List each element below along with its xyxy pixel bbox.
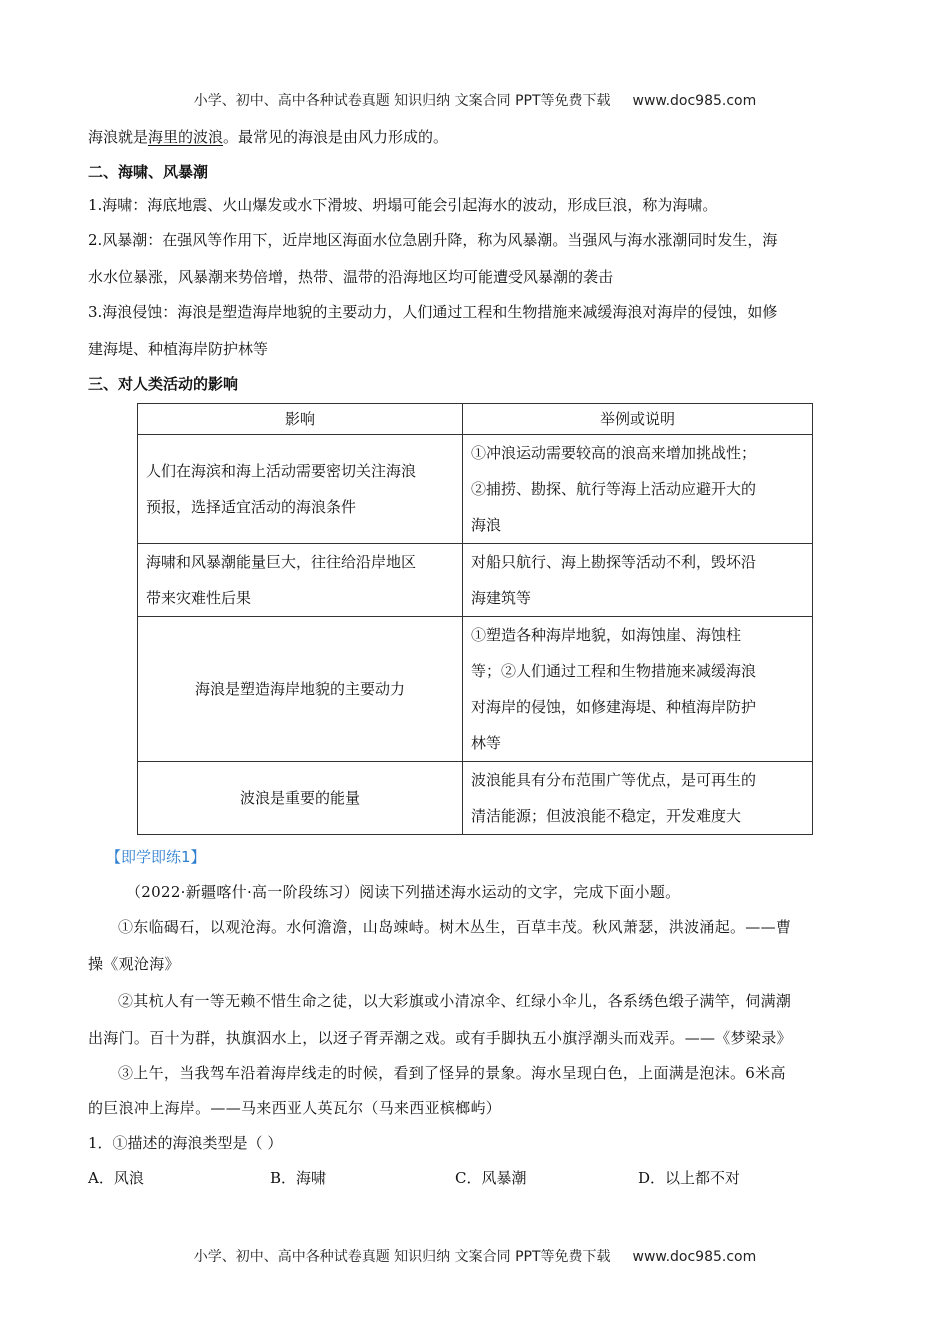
intro-underlined: 海里的波浪	[148, 128, 224, 146]
table-cell-example	[463, 435, 813, 544]
page-footer	[0, 1246, 950, 1266]
cell-line: 海啸和风暴潮能量巨大，往往给沿岸地区	[146, 553, 417, 571]
question-1: 1．①描述的海浪类型是（ ）	[88, 1134, 283, 1152]
practice-para3-line2: 的巨浪冲上海岸。——马来西亚人英瓦尔（马来西亚槟榔屿）	[88, 1099, 502, 1117]
cell-line: 海建筑等	[471, 589, 532, 607]
cell-line: 林等	[471, 734, 502, 752]
cell-line: 清洁能源；但波浪能不稳定，开发难度大	[471, 807, 742, 825]
table-header-impact: 影响	[138, 404, 463, 435]
cell-line: ②捕捞、勘探、航行等海上活动应避开大的	[471, 480, 757, 498]
header-text: 小学、初中、高中各种试卷真题 知识归纳 文案合同 PPT等免费下载	[193, 93, 611, 109]
section3-title: 三、对人类活动的影响	[88, 375, 239, 393]
cell-line: ①冲浪运动需要较高的浪高来增加挑战性；	[471, 444, 757, 462]
table-cell-impact	[138, 762, 463, 835]
cell-line: 人们在海滨和海上活动需要密切关注海浪	[146, 462, 417, 480]
cell-line: 带来灾难性后果	[146, 589, 252, 607]
section2-p2-line2: 水水位暴涨，风暴潮来势倍增，热带、温带的沿海地区均可能遭受风暴潮的袭击	[88, 268, 614, 286]
impact-table	[137, 403, 813, 835]
option-b[interactable]: B．海啸	[270, 1169, 327, 1187]
section2-p2-line1: 2.风暴潮：在强风等作用下，近岸地区海面水位急剧升降，称为风暴潮。当强风与海水涨潮同时发生，海	[88, 231, 778, 249]
practice-source: （2022·新疆喀什·高一阶段练习）阅读下列描述海水运动的文字，完成下面小题。	[126, 883, 681, 901]
table-row	[138, 762, 813, 835]
option-d[interactable]: D．以上都不对	[638, 1169, 741, 1187]
table-row	[138, 617, 813, 762]
header-url[interactable]: www.doc985.com	[632, 93, 757, 109]
table-row	[138, 544, 813, 617]
intro-paragraph	[88, 126, 868, 148]
cell-line: ①塑造各种海岸地貌，如海蚀崖、海蚀柱	[471, 626, 742, 644]
option-a[interactable]: A．风浪	[88, 1169, 144, 1187]
cell-line: 波浪能具有分布范围广等优点，是可再生的	[471, 771, 757, 789]
table-header-row	[138, 404, 813, 435]
table-cell-impact	[138, 544, 463, 617]
table-cell-impact	[138, 435, 463, 544]
practice-para2-line1: ②其杭人有一等无赖不惜生命之徒，以大彩旗或小清凉伞、红绿小伞儿，各系绣色缎子满竿，伺满潮	[118, 992, 792, 1010]
option-c[interactable]: C．风暴潮	[455, 1169, 527, 1187]
intro-prefix: 海浪就是	[88, 128, 149, 146]
cell-line: 海浪是塑造海岸地貌的主要动力	[194, 680, 405, 698]
cell-line: 海浪	[471, 516, 502, 534]
practice-para3-line1: ③上午，当我驾车沿着海岸线走的时候，看到了怪异的景象。海水呈现白色，上面满是泡沫。6米高	[118, 1064, 786, 1082]
table-cell-example	[463, 762, 813, 835]
cell-line: 对船只航行、海上勘探等活动不利，毁坏沿	[471, 553, 757, 571]
cell-line: 波浪是重要的能量	[239, 789, 360, 807]
section2-p3-line1: 3.海浪侵蚀：海浪是塑造海岸地貌的主要动力，人们通过工程和生物措施来减缓海浪对海岸的侵蚀，如修	[88, 303, 778, 321]
section2-p3-line2: 建海堤、种植海岸防护林等	[88, 340, 269, 358]
cell-line: 对海岸的侵蚀，如修建海堤、种植海岸防护	[471, 698, 757, 716]
practice-para1-line1: ①东临碣石，以观沧海。水何澹澹，山岛竦峙。树木丛生，百草丰茂。秋风萧瑟，洪波涌起。——曹	[118, 918, 792, 936]
table-header-example: 举例或说明	[463, 404, 813, 435]
practice-para2-line2: 出海门。百十为群，执旗泅水上，以迓子胥弄潮之戏。或有手脚执五小旗浮潮头而戏弄。——《梦梁录》	[88, 1029, 792, 1047]
footer-url[interactable]: www.doc985.com	[632, 1249, 757, 1265]
intro-suffix: 。最常见的海浪是由风力形成的。	[223, 128, 449, 146]
practice-para1-line2: 操《观沧海》	[88, 955, 180, 973]
table-row	[138, 435, 813, 544]
section2-p1: 1.海啸：海底地震、火山爆发或水下滑坡、坍塌可能会引起海水的波动，形成巨浪，称为海啸。	[88, 196, 718, 214]
page-header	[0, 90, 950, 110]
table-cell-example	[463, 544, 813, 617]
cell-line: 等；②人们通过工程和生物措施来减缓海浪	[471, 662, 757, 680]
cell-line: 预报，选择适宜活动的海浪条件	[146, 498, 357, 516]
footer-text: 小学、初中、高中各种试卷真题 知识归纳 文案合同 PPT等免费下载	[193, 1249, 611, 1265]
section2-title: 二、海啸、风暴潮	[88, 163, 209, 181]
table-cell-impact	[138, 617, 463, 762]
table-cell-example	[463, 617, 813, 762]
practice-label: 【即学即练1】	[106, 848, 206, 866]
